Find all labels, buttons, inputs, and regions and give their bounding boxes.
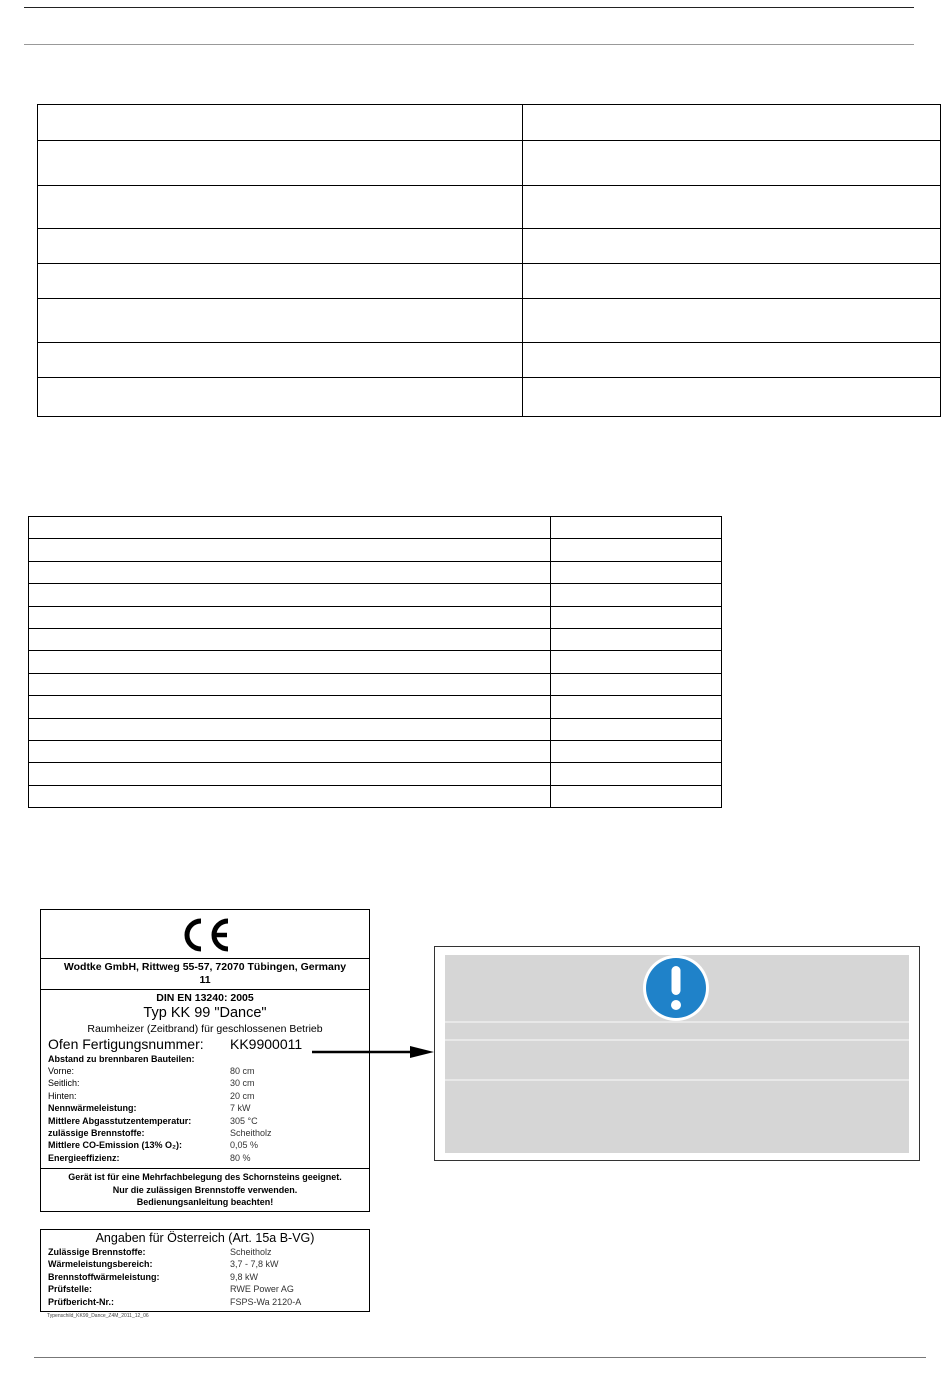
notice-divider-2 [445,1039,909,1041]
spec-value: FSPS-Wa 2120-A [230,1296,302,1307]
table-cell [523,105,941,141]
spec-label: Nennwärmeleistung: [48,1103,137,1114]
table-cell [38,186,523,229]
table-cell [29,740,551,762]
header-rule-top [24,7,914,8]
table-cell [29,651,551,673]
spec-label: zulässige Brennstoffe: [48,1127,145,1138]
ce-section [41,910,369,959]
plate-spec-row [41,1127,369,1139]
table-cell [551,696,722,718]
table-row [38,264,941,299]
header-rule-bottom [24,44,914,45]
table-cell [551,606,722,628]
table-cell [551,584,722,606]
spec-label: Hinten: [48,1090,77,1101]
table-row [29,651,722,673]
table-cell [38,299,523,343]
table-cell [551,718,722,740]
spec-value: 305 °C [230,1115,258,1126]
table-row [38,229,941,264]
table-cell [29,606,551,628]
table-cell [551,763,722,785]
spec-label: Mittlere CO-Emission (13% O₂): [48,1140,183,1151]
table-cell [551,785,722,807]
table-cell [523,378,941,417]
austria-spec-row [41,1271,369,1283]
table-cell [551,651,722,673]
table-cell [551,740,722,762]
table-row [29,517,722,539]
table-row [29,673,722,695]
table-row [29,763,722,785]
standard: DIN EN 13240: 2005 [156,992,254,1004]
table-row [38,186,941,229]
plate-note: Nur die zulässigen Brennstoffe verwenden. [112,1184,298,1195]
table-cell [523,299,941,343]
austria-spec-list [41,1246,369,1308]
table-cell [29,561,551,583]
table-row [29,606,722,628]
pointer-arrow-icon [312,1045,437,1059]
spec-label: Energieeffizienz: [48,1152,120,1163]
austria-plate [40,1229,370,1312]
table-row [29,628,722,650]
notice-divider-1 [445,1021,909,1023]
plate-spec-row [41,1065,369,1077]
spec-value: RWE Power AG [230,1284,294,1295]
austria-spec-row [41,1258,369,1270]
spec-value: 9,8 kW [230,1271,259,1282]
plate-spec-list [41,1065,369,1164]
notice-divider-3 [445,1079,909,1081]
table-row [29,561,722,583]
table-cell [523,229,941,264]
spec-value: 80 cm [230,1066,255,1076]
table-row [29,785,722,807]
austria-title: Angaben für Österreich (Art. 15a B-VG) [95,1231,315,1245]
table-cell [29,785,551,807]
table-cell [29,763,551,785]
ce-mark-icon [177,917,233,953]
spec-table-2 [28,516,722,808]
table-cell [551,517,722,539]
spec-value: 7 kW [230,1103,251,1114]
manufacturer-section [41,959,369,990]
table-cell [29,696,551,718]
serial-value: KK9900011 [230,1036,303,1052]
table-cell [551,539,722,561]
table-cell [523,141,941,186]
table-row [29,740,722,762]
spec-label: Seitlich: [48,1078,80,1089]
serial-label: Ofen Fertigungsnummer: [48,1036,204,1052]
table-cell [38,229,523,264]
description: Raumheizer (Zeitbrand) für geschlossenen Betrieb [87,1023,323,1035]
spec-value: 30 cm [230,1078,255,1089]
table-cell [29,584,551,606]
table-cell [38,378,523,417]
spec-label: Wärmeleistungsbereich: [48,1259,153,1270]
austria-spec-row [41,1296,369,1308]
model: Typ KK 99 "Dance" [143,1005,267,1021]
plate-spec-row [41,1152,369,1164]
spec-value: 3,7 - 7,8 kW [230,1259,279,1270]
table-row [38,378,941,417]
spec-table-1 [37,104,941,417]
austria-spec-row [41,1246,369,1258]
plate-note: Gerät ist für eine Mehrfachbelegung des Schornsteins geeignet. [68,1172,342,1182]
table-cell [29,539,551,561]
spec-label: Prüfstelle: [48,1284,93,1295]
exclamation-info-icon [642,954,710,1022]
austria-spec-row [41,1283,369,1295]
table-cell [523,264,941,299]
spec-label: Zulässige Brennstoffe: [48,1247,146,1257]
table-row [38,299,941,343]
table-cell [38,141,523,186]
table-row [29,696,722,718]
spec-value: 20 cm [230,1090,255,1101]
plate-spec-row [41,1102,369,1114]
table-row [29,539,722,561]
plate-notes [41,1169,369,1209]
table-row [38,105,941,141]
table-cell [29,718,551,740]
file-caption: Typenschild_KK99_Dance_Z4M_2011_12_06 [47,1313,149,1319]
plate-spec-row [41,1077,369,1089]
type-plate [40,909,370,1212]
table-row [38,343,941,378]
spec-value: Scheitholz [230,1247,272,1257]
table-cell [523,186,941,229]
table-cell [38,343,523,378]
table-row [29,718,722,740]
plate-note: Bedienungsanleitung beachten! [136,1197,274,1207]
spec-value: 0,05 % [230,1140,259,1151]
table-cell [29,628,551,650]
table-cell [551,628,722,650]
table-cell [551,561,722,583]
notice-panel [445,955,909,1153]
table-row [29,584,722,606]
table-cell [38,105,523,141]
table-cell [523,343,941,378]
distances-heading: Abstand zu brennbaren Bauteilen: [48,1054,195,1064]
table-cell [551,673,722,695]
plate-spec-row [41,1139,369,1151]
manufacturer: Wodtke GmbH, Rittweg 55-57, 72070 Tübingen, Germany [63,961,347,973]
footer-rule [34,1357,926,1358]
spec-label: Mittlere Abgasstutzentemperatur: [48,1115,192,1126]
table-cell [29,673,551,695]
table-row [38,141,941,186]
table-cell [29,517,551,539]
spec-label: Brennstoffwärmeleistung: [48,1271,160,1282]
spec-value: 80 % [230,1152,251,1163]
plate-specs-section [41,990,369,1169]
notice-box [434,946,920,1161]
plate-spec-row [41,1115,369,1127]
plate-spec-row [41,1090,369,1102]
table-cell [38,264,523,299]
spec-label: Prüfbericht-Nr.: [48,1296,115,1307]
spec-label: Vorne: [48,1066,75,1076]
spec-value: Scheitholz [230,1127,272,1138]
year: 11 [199,973,211,986]
